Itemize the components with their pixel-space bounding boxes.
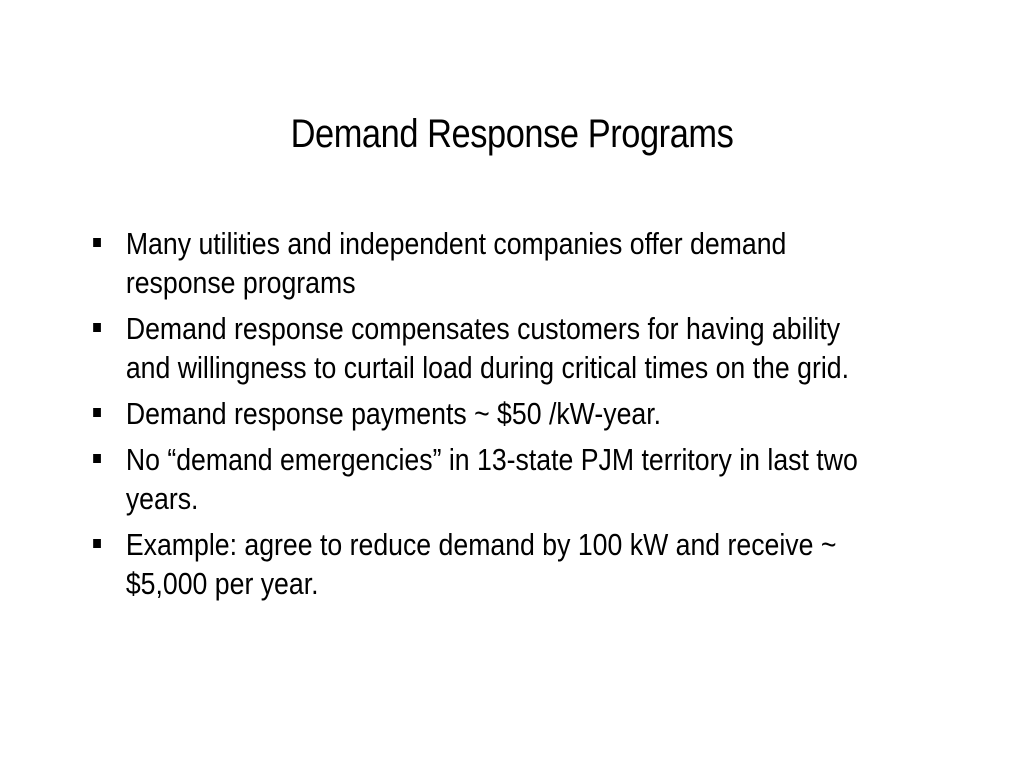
bullet-item [88, 224, 879, 302]
bullet-item [88, 440, 879, 518]
square-bullet-icon [93, 323, 101, 332]
bullet-text: Many utilities and independent companies offer demand response programs [125, 226, 787, 300]
bullet-list [88, 224, 879, 610]
bullet-text: Demand response payments ~ $50 /kW-year. [125, 396, 662, 431]
square-bullet-icon [93, 539, 101, 548]
bullet-text: Demand response compensates customers for having ability and willingness to curtail load during critical times on the grid. [125, 311, 849, 385]
square-bullet-icon [93, 408, 101, 417]
bullet-item [88, 309, 879, 387]
bullet-text: Example: agree to reduce demand by 100 kW and receive ~ $5,000 per year. [125, 527, 837, 601]
bullet-item [88, 525, 879, 603]
square-bullet-icon [93, 454, 101, 463]
bullet-text: No “demand emergencies” in 13-state PJM territory in last two years. [125, 442, 858, 516]
square-bullet-icon [93, 238, 101, 247]
bullet-item [88, 394, 879, 433]
slide-title: Demand Response Programs [290, 112, 734, 156]
